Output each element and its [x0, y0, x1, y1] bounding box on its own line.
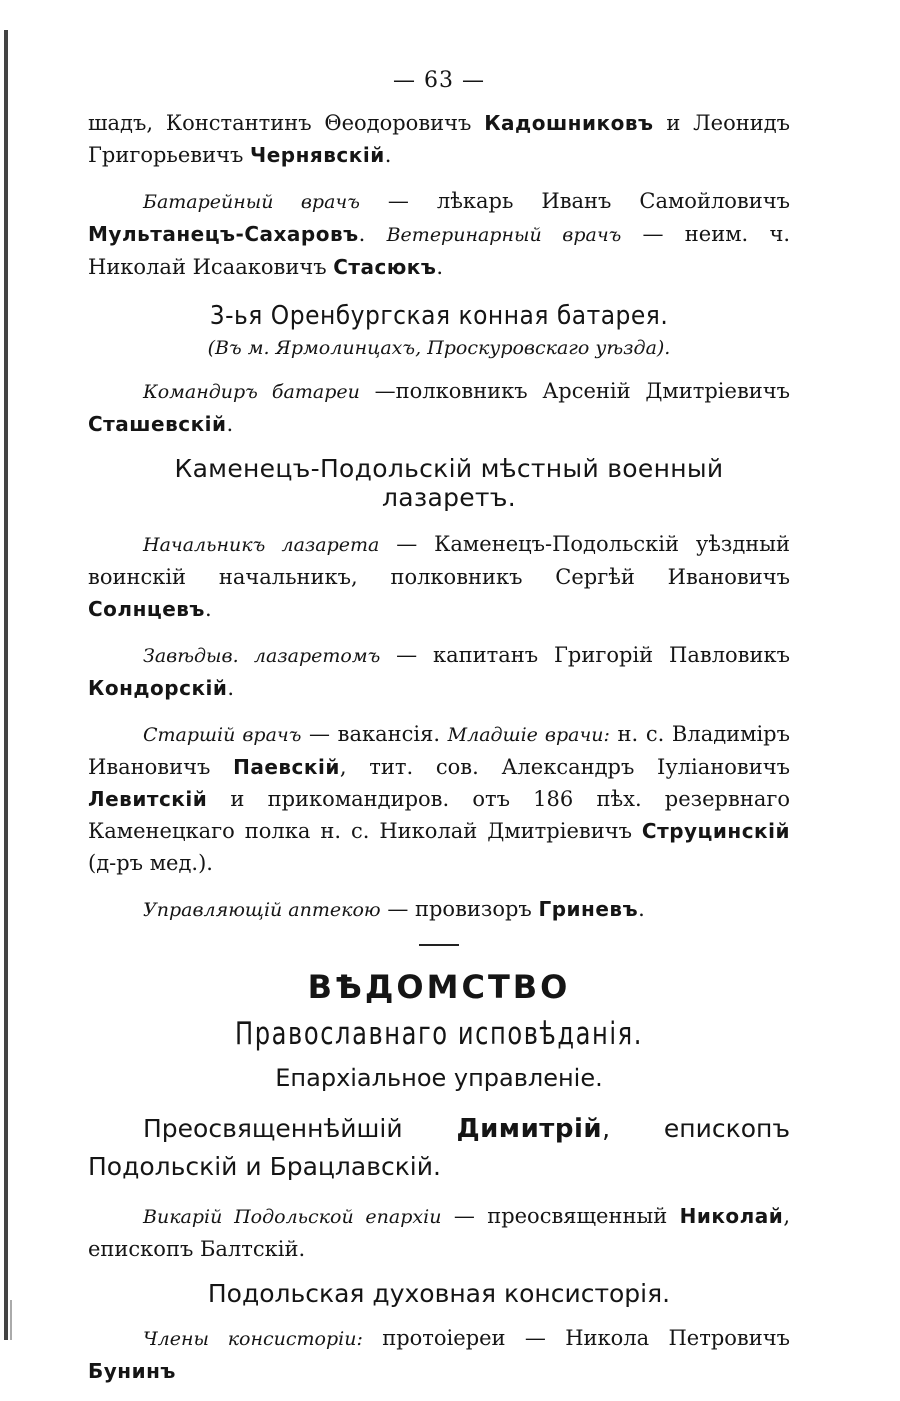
surname: Сташевскій — [88, 412, 227, 436]
heading-vedomstvo: ВѢДОМСТВО — [307, 968, 571, 1006]
name: Николай — [679, 1204, 784, 1228]
name: Димитрій — [456, 1114, 603, 1144]
role-label: Управляющій аптекою — [143, 899, 381, 921]
paragraph-battery-officers — [88, 107, 790, 171]
text: — неим. ч. Николай Исааковичъ — [88, 222, 791, 279]
text: —полковникъ Арсеній Дмитріевичъ — [359, 379, 791, 403]
paragraph-battery-doctor — [88, 185, 790, 283]
paragraph-battery-commander — [88, 375, 790, 440]
surname: Стасюкъ — [333, 255, 437, 279]
surname: Кондорскій — [88, 676, 228, 700]
text: . — [204, 597, 212, 621]
role-label: Батарейный врачъ — [143, 191, 360, 213]
role-label: Члены консисторіи: — [143, 1328, 363, 1350]
text: протоіереи — Никола Петровичъ — [362, 1326, 790, 1350]
text: . — [638, 897, 645, 921]
text: и прикомандиров. отъ 186 пѣх. резервнаго Каменецкаго полка н. с. Николай Дмитріевичъ — [88, 787, 790, 843]
surname: Гриневъ — [538, 897, 639, 921]
text: . — [384, 143, 392, 167]
paragraph-consistory-members — [88, 1322, 790, 1387]
role-label: Младшіе врачи: — [447, 724, 610, 746]
surname: Бунинъ — [88, 1359, 176, 1383]
heading-eparchial-administration: Епархіальное управленіе. — [275, 1064, 603, 1092]
heading-orthodox-confession: Православнаго исповѣданія. — [235, 1016, 643, 1052]
surname: Чернявскій — [250, 143, 385, 167]
text: и Леонидъ Григорьевичъ — [88, 111, 790, 167]
text: , тит. сов. Александръ Іуліановичъ — [339, 755, 790, 779]
role-label: Командиръ батареи — [143, 381, 360, 403]
text: — капитанъ Григорій Павловикъ — [380, 643, 790, 667]
text: . — [436, 255, 444, 279]
surname: Струцинскій — [641, 819, 790, 843]
paragraph-vicar — [88, 1200, 790, 1265]
surname: Паевскій — [233, 755, 340, 779]
text: . — [358, 222, 387, 246]
text: . — [226, 412, 234, 436]
text: , епископъ Балтскій. — [88, 1204, 790, 1261]
text: шадъ, Константинъ Θеодоровичъ — [88, 111, 485, 135]
role-label: Завѣдыв. лазаретомъ — [143, 645, 381, 667]
role-label: Ветеринарный врачъ — [386, 224, 622, 246]
text: . — [227, 676, 235, 700]
role-label: Викарій Подольской епархіи — [143, 1206, 442, 1228]
subheading-battery-location: (Въ м. Ярмолинцахъ, Проскуровскаго уѣзда). — [207, 337, 671, 359]
paragraph-lazaret-chief — [88, 528, 790, 625]
text: , епископъ Подольскій и Брацлавскій. — [88, 1114, 790, 1181]
role-label: Начальникъ лазарета — [143, 534, 380, 556]
surname: Левитскій — [88, 787, 208, 811]
text: — Каменецъ-Подольскій уѣздный воинскій начальникъ, полковникъ Сергѣй Ивановичъ — [88, 532, 790, 589]
text: н. с. Владиміръ Ивановичъ — [88, 722, 790, 779]
text: Преосвященнѣйшій — [143, 1114, 457, 1143]
text: (д-ръ мед.). — [88, 851, 213, 875]
paragraph-lazaret-manager — [88, 639, 790, 704]
document-page — [88, 68, 790, 1401]
text: — преосвященный — [441, 1204, 680, 1228]
surname: Кадошниковъ — [484, 111, 654, 135]
heading-lazaret: Каменецъ-Подольскій мѣстный военный лазаретъ. — [174, 454, 724, 512]
paragraph-bishop — [88, 1110, 790, 1186]
paragraph-lazaret-doctors — [88, 718, 790, 879]
heading-battery: 3-ья Оренбургская конная батарея. — [209, 301, 669, 331]
heading-consistory: Подольская духовная консисторія. — [207, 1279, 671, 1308]
text: — провизоръ — [380, 897, 539, 921]
section-divider — [419, 944, 459, 946]
text: — лѣкарь Иванъ Самойловичъ — [359, 189, 790, 213]
page-number: — 63 — — [393, 68, 485, 93]
paragraph-pharmacy — [88, 893, 790, 926]
surname: Солнцевъ — [88, 597, 205, 621]
page-spine-shadow — [10, 1300, 34, 1340]
role-label: Старшій врачъ — [143, 724, 302, 746]
text: — вакансія. — [301, 722, 448, 746]
surname: Мультанецъ-Сахаровъ — [88, 222, 359, 246]
page-spine-edge — [4, 30, 8, 1340]
